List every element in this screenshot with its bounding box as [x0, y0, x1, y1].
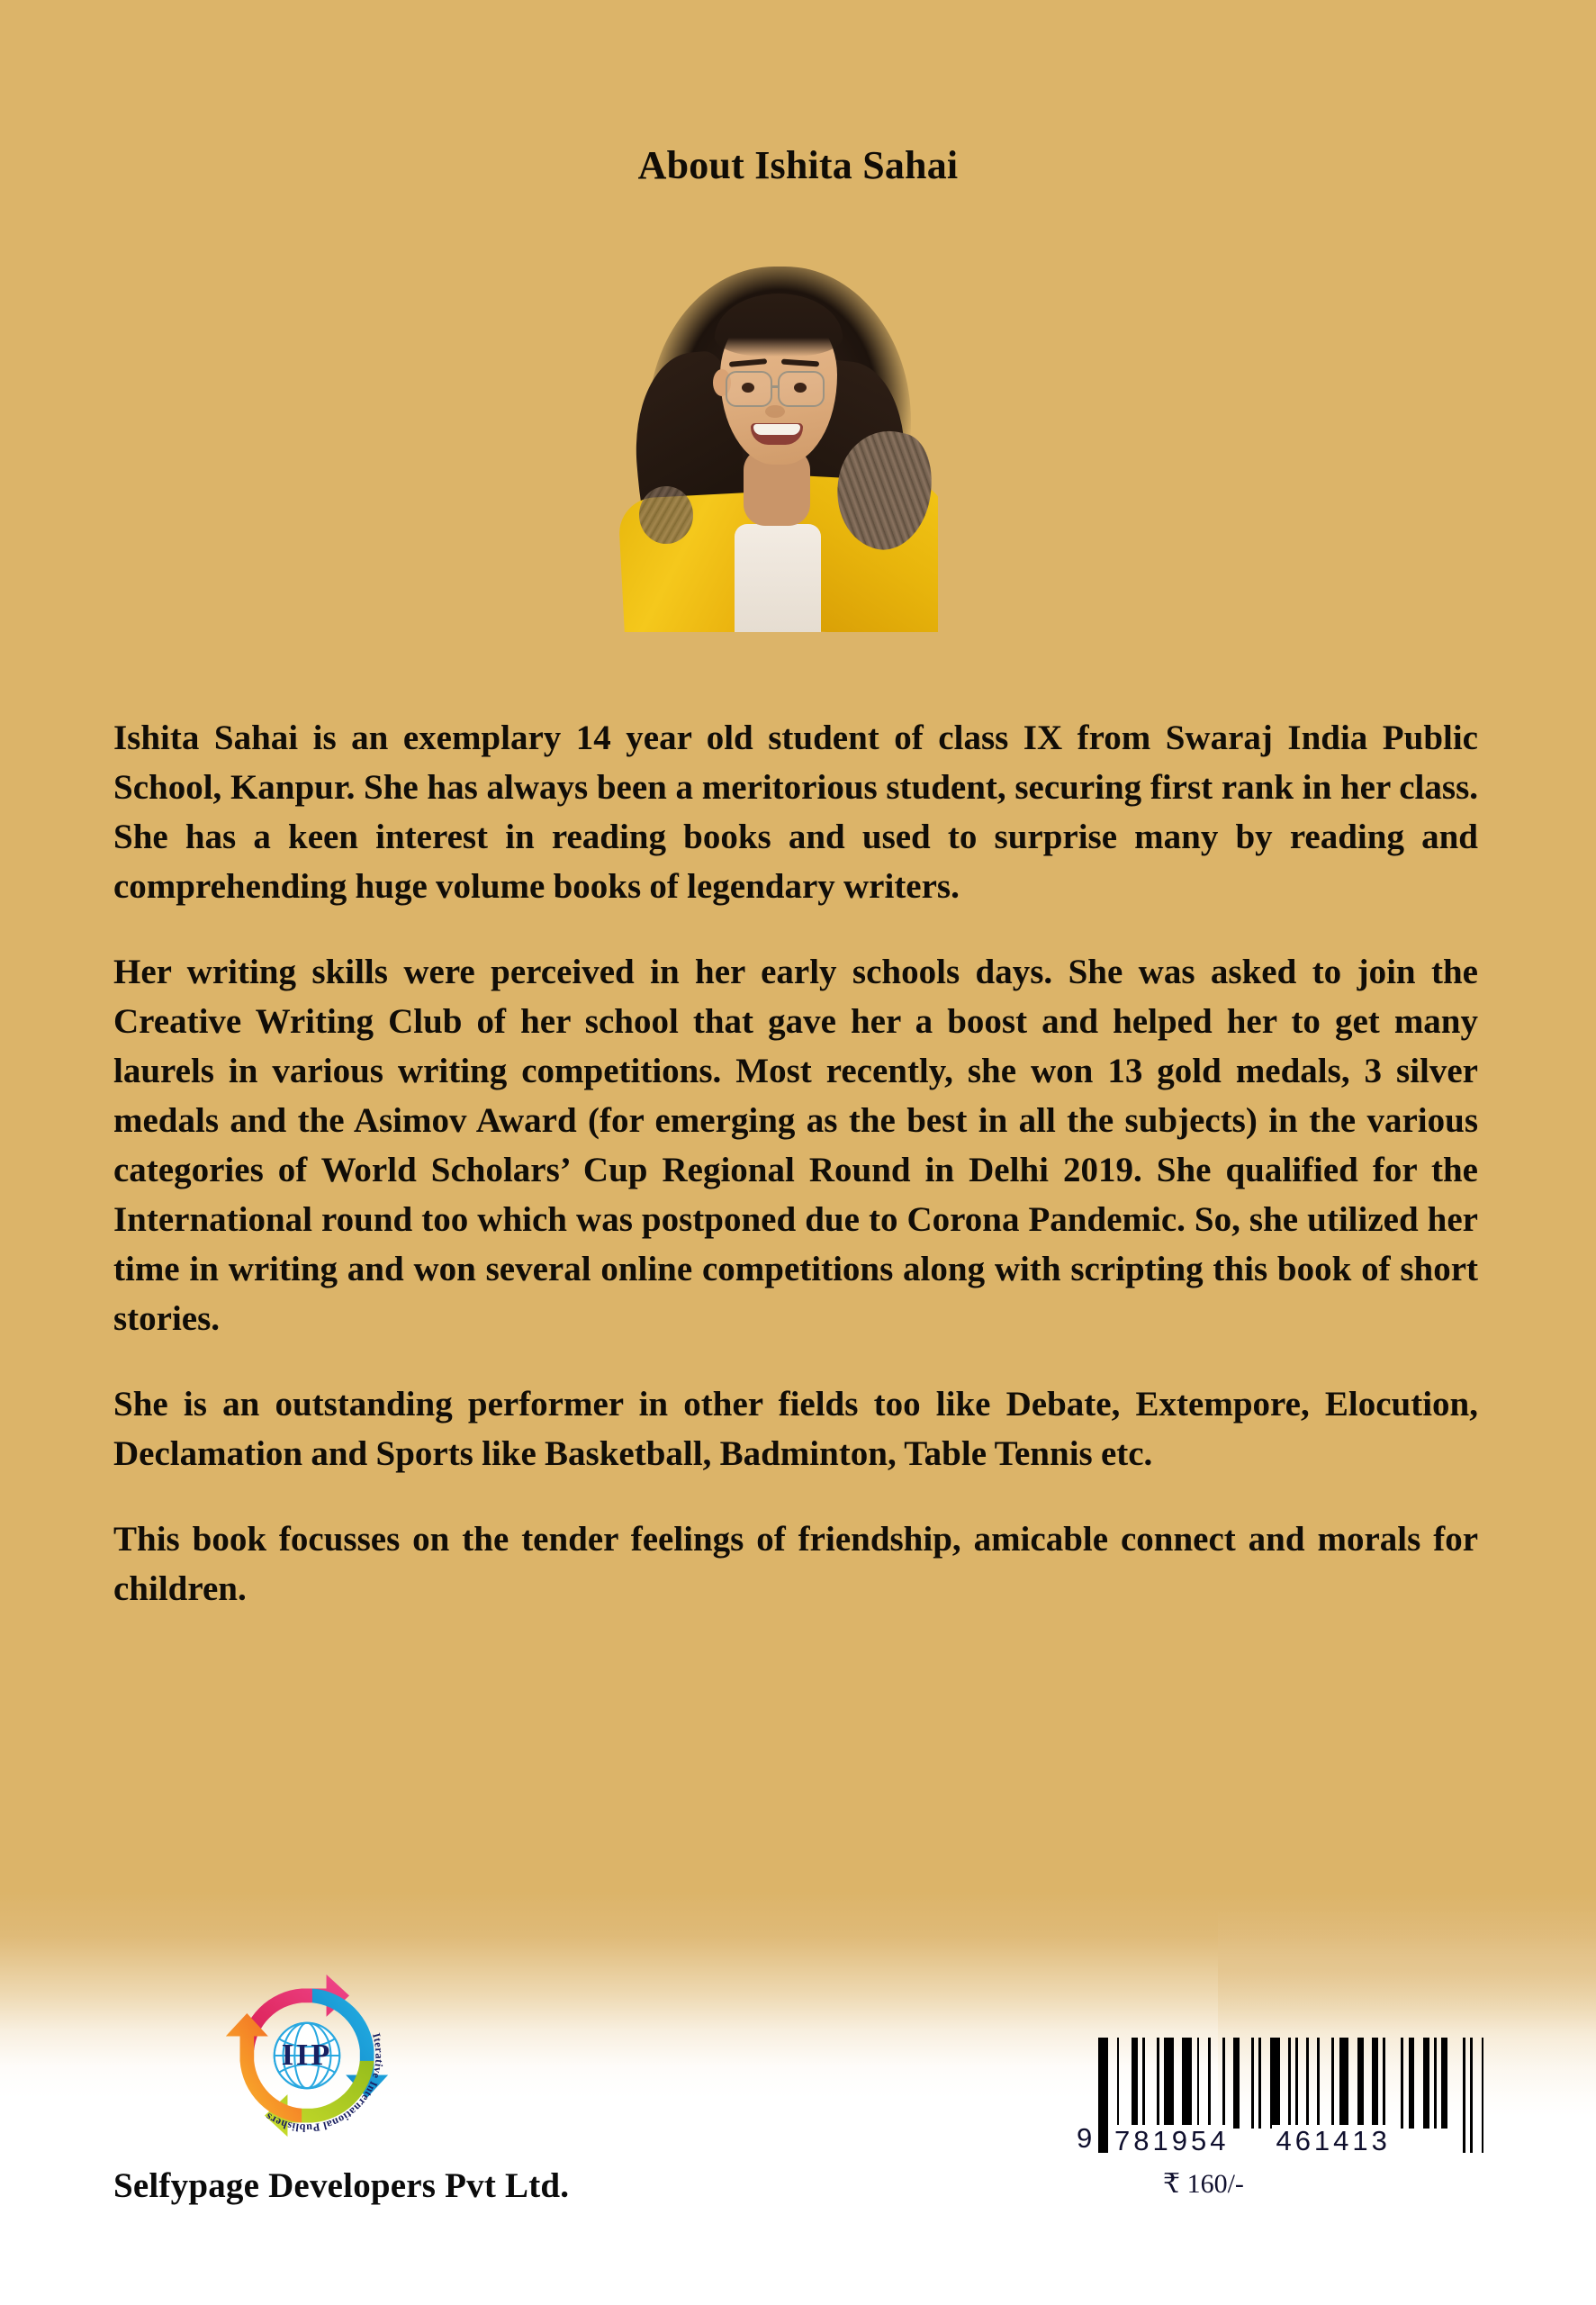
eye-left — [742, 383, 754, 393]
publisher-logo-icon — [219, 1967, 395, 2144]
bio-paragraph-4: This book focusses on the tender feelings of friendship, amicable connect and morals for children. — [113, 1520, 1478, 1608]
author-biography — [113, 713, 1478, 1614]
barcode-group-right: 461413 — [1272, 2125, 1393, 2157]
teeth — [753, 424, 800, 435]
page-title: About Ishita Sahai — [637, 143, 959, 187]
nose — [765, 405, 785, 418]
isbn-barcode — [1077, 2038, 1455, 2200]
eyeglasses-bridge — [772, 385, 780, 388]
barcode-group-left: 781954 — [1111, 2125, 1232, 2157]
barcode-lead-digit: 9 — [1077, 2122, 1093, 2154]
logo-acronym: IIP — [281, 2037, 333, 2072]
smile — [751, 423, 803, 445]
author-portrait-illustration — [616, 254, 938, 632]
eye-right — [794, 383, 807, 393]
bio-paragraph-3: She is an outstanding performer in other fields too like Debate, Extempore, Elocution, Declamation and Sports like Basketball, Badminton, Table Tennis etc. — [113, 1385, 1478, 1473]
price-label: ₹ 160/- — [1163, 2169, 1244, 2199]
publisher-name: Selfypage Developers Pvt Ltd. — [113, 2166, 570, 2205]
barcode-digits — [1111, 2125, 1455, 2157]
bio-paragraph-1: Ishita Sahai is an exemplary 14 year old student of class IX from Swaraj India Public School, Kanpur. She has always been a meritorious student, securing first rank in her class. She has a keen interest in reading books and used to surprise many by reading and comprehending huge volume books of legendary writers. — [113, 719, 1478, 906]
bio-paragraph-2: Her writing skills were perceived in her early schools days. She was asked to join the Creative Writing Club of her school that gave her a boost and helped her to get many laurels in various writing competitions. Most recently, she won 13 gold medals, 3 silver medals and the Asimov Award (for emerging as the best in all the subjects) in the various categories of World Scholars’ Cup Regional Round in Delhi 2019. She qualified for the International round too which was postponed due to Corona Pandemic. So, she utilized her time in writing and won several online competitions along with scripting this book of short stories. — [113, 953, 1478, 1338]
inner-shirt — [735, 524, 821, 632]
logo-ring-text: Iterative International Publishers — [263, 2031, 386, 2135]
author-photo — [616, 254, 938, 632]
fur-trim-left — [639, 486, 693, 544]
